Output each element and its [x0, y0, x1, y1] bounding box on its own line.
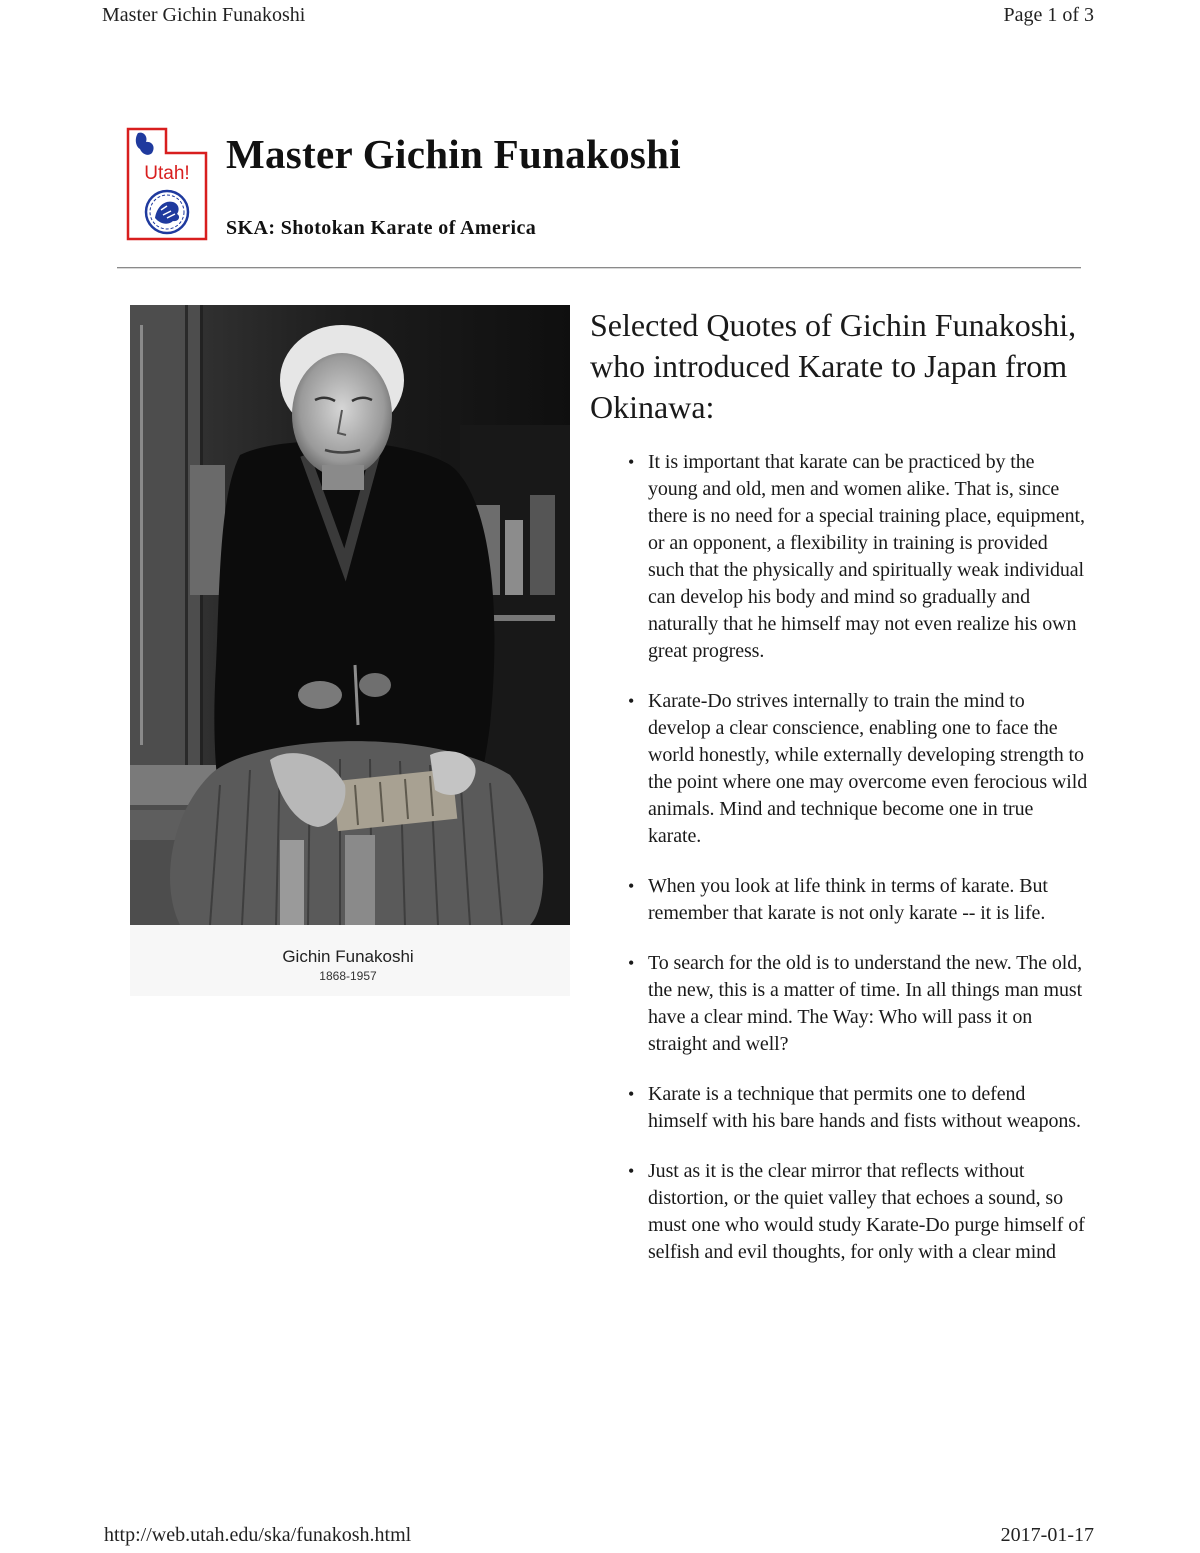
list-item	[628, 449, 1088, 665]
list-item	[628, 950, 1088, 1058]
quote-text: Karate is a technique that permits one to defend himself with his bare hands and fists without weapons.	[648, 1083, 1081, 1132]
bullet-icon: •	[628, 953, 635, 973]
list-item	[628, 1158, 1088, 1266]
quote-text: When you look at life think in terms of karate. But remember that karate is not only karate -- it is life.	[648, 875, 1048, 924]
list-item	[628, 873, 1088, 927]
photo-caption-years: 1868-1957	[319, 969, 377, 983]
photo-caption-name: Gichin Funakoshi	[282, 947, 414, 966]
header-divider	[117, 267, 1081, 269]
quote-text: Karate-Do strives internally to train the mind to develop a clear conscience, enabling one to face the world honestly, while externally developing strength to the point where one may overcome even ferocious wild animals. Mind and technique become one in true karate.	[648, 690, 1088, 847]
bullet-icon: •	[628, 1084, 635, 1104]
quote-text: To search for the old is to understand the new. The old, the new, this is a matter of time. In all things man must have a clear mind. The Way: Who will pass it on straight and well?	[648, 952, 1083, 1055]
print-header-page-number: Page 1 of 3	[1003, 4, 1094, 26]
list-item	[628, 688, 1088, 850]
bullet-icon: •	[628, 876, 635, 896]
logo-text: Utah!	[144, 163, 190, 184]
quote-text: It is important that karate can be practiced by the young and old, men and women alike. That is, since there is no need for a special training place, equipment, or an opponent, a flexibility in training is provided such that the physically and spiritually weak individual can develop his body and mind so gradually and naturally that he himself may not even realize his own great progress.	[648, 451, 1085, 662]
funakoshi-portrait-photo	[130, 305, 570, 996]
bullet-icon: •	[628, 1161, 635, 1181]
bullet-icon: •	[628, 691, 635, 711]
utah-ska-logo[interactable]	[126, 127, 208, 241]
page-title: Master Gichin Funakoshi	[226, 131, 681, 177]
list-item	[628, 1081, 1088, 1135]
page-subtitle: SKA: Shotokan Karate of America	[226, 217, 537, 239]
print-header-title: Master Gichin Funakoshi	[102, 4, 306, 26]
bullet-icon: •	[628, 452, 635, 472]
quote-text: Just as it is the clear mirror that reflects without distortion, or the quiet valley that echoes a sound, so must one who would study Karate-Do purge himself of selfish and evil thoughts, for only with a clear mind	[648, 1160, 1085, 1263]
tiger-emblem-icon	[146, 191, 188, 233]
print-footer-date: 2017-01-17	[1000, 1524, 1094, 1546]
quotes-heading: Selected Quotes of Gichin Funakoshi, who introduced Karate to Japan from Okinawa:	[590, 307, 1077, 425]
quotes-list	[628, 449, 1088, 1289]
print-footer-url[interactable]: http://web.utah.edu/ska/funakosh.html	[104, 1524, 412, 1546]
